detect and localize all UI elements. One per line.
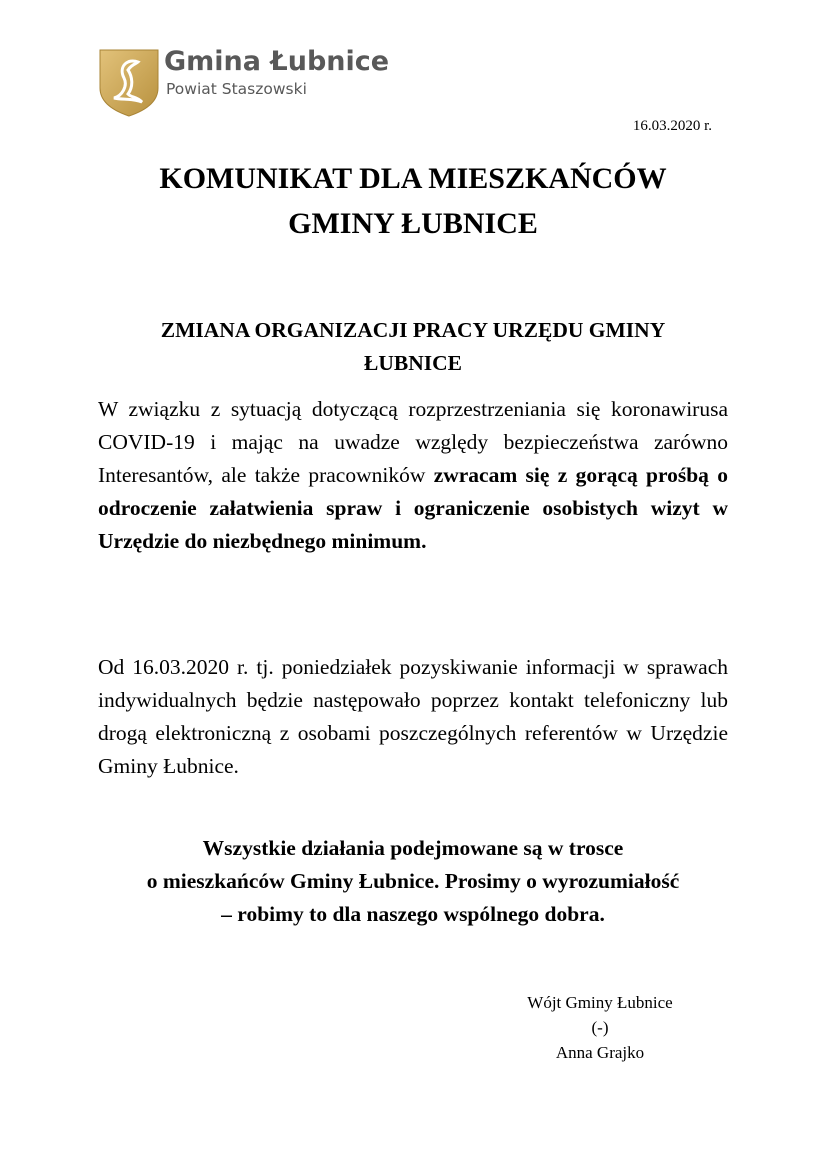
org-subtitle: Powiat Staszowski bbox=[166, 80, 307, 98]
title-line-1: KOMUNIKAT DLA MIESZKAŃCÓW bbox=[159, 162, 667, 195]
paragraph-2: Od 16.03.2020 r. tj. poniedziałek pozyskiwanie informacji w sprawach indywidualnych będzie następowało poprzez kontakt telefoniczny lub drogą elektroniczną z osobami poszczególnych referentów w Urzędzie Gminy Łubnice. bbox=[98, 655, 728, 778]
document-date: 16.03.2020 r. bbox=[632, 118, 712, 134]
signature-name: Anna Grajko bbox=[555, 1043, 645, 1062]
paragraph-1-bold-text: zwracam się z gorącą prośbą o odroczenie załatwienia spraw i ograniczenie osobistych wizyt w Urzędzie do niezbędnego minimum. bbox=[98, 463, 728, 553]
subtitle-line-1: ZMIANA ORGANIZACJI PRACY URZĘDU GMINY bbox=[160, 318, 666, 342]
subtitle-line-2: ŁUBNICE bbox=[364, 351, 462, 375]
closing-statement bbox=[0, 832, 826, 931]
signature-role: Wójt Gminy Łubnice bbox=[527, 993, 673, 1012]
signature-mark: (-) bbox=[591, 1018, 609, 1037]
letterhead bbox=[98, 46, 438, 116]
title-line-2: GMINY ŁUBNICE bbox=[288, 207, 538, 240]
closing-line-1: Wszystkie działania podejmowane są w trosce bbox=[202, 836, 624, 860]
closing-line-2: o mieszkańców Gminy Łubnice. Prosimy o wyrozumiałość bbox=[146, 869, 680, 893]
document-title bbox=[0, 156, 826, 246]
paragraph-1 bbox=[98, 393, 728, 558]
org-name: Gmina Łubnice bbox=[164, 46, 390, 77]
document-subtitle bbox=[98, 314, 728, 380]
closing-line-3: – robimy to dla naszego wspólnego dobra. bbox=[221, 902, 605, 926]
signature-block bbox=[500, 990, 700, 1065]
paragraph-1-text: W związku z sytuacją dotyczącą rozprzestrzeniania się koronawirusa COVID-19 i mając na uwadze względy bezpieczeństwa zarówno Interesantów, ale także pracowników bbox=[98, 397, 728, 487]
coat-of-arms-shield-icon bbox=[98, 48, 160, 118]
